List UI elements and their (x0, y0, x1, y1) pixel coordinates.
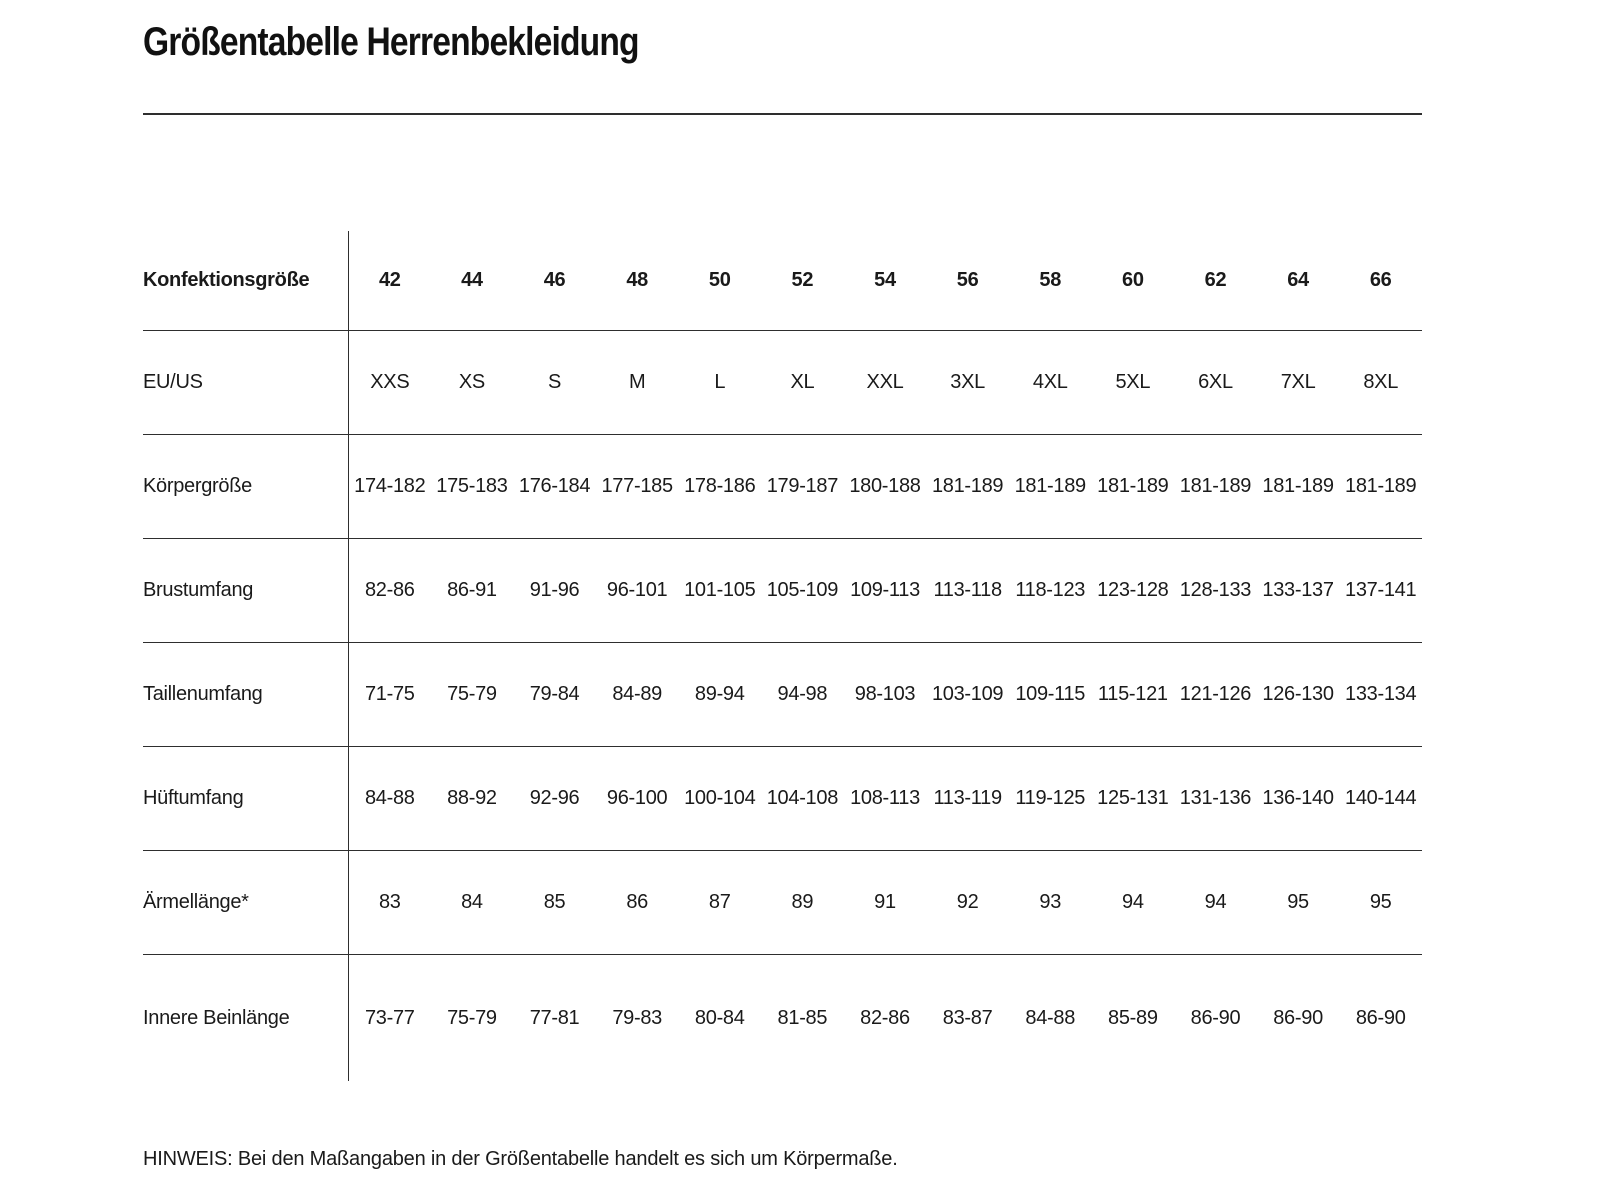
table-cell: 128-133 (1179, 579, 1252, 601)
table-cell: 80-84 (694, 1006, 745, 1029)
table-row (143, 643, 1422, 747)
table-cell: 140-144 (1345, 787, 1417, 809)
table-cell: 109-113 (850, 579, 920, 601)
table-cell: 125-131 (1097, 787, 1169, 809)
row-label: EU/US (143, 371, 203, 393)
size-chart-page (143, 0, 1422, 1171)
table-cell: 85 (543, 891, 566, 913)
table-cell: 94-98 (777, 683, 828, 705)
table-cell: M (628, 371, 646, 393)
table-cell: 105-109 (766, 579, 839, 601)
table-cell: 84 (461, 891, 483, 913)
table-cell: 178-186 (684, 475, 756, 497)
table-cell: 109-115 (1015, 683, 1086, 705)
row-label: Ärmellänge* (143, 891, 249, 913)
table-cell: 133-134 (1345, 683, 1417, 705)
table-cell: 181-189 (1345, 475, 1417, 497)
table-cell: 108-113 (850, 787, 920, 809)
table-row (143, 539, 1422, 643)
table-cell: 62 (1204, 269, 1227, 291)
table-cell: 104-108 (766, 787, 839, 809)
table-cell: 6XL (1198, 371, 1233, 393)
table-cell: 94 (1122, 891, 1144, 913)
table-cell: 84-88 (1025, 1006, 1076, 1029)
row-label: Hüftumfang (143, 787, 244, 809)
table-cell: 86-91 (447, 579, 497, 601)
table-cell: 91 (874, 891, 896, 913)
table-cell: 96-100 (606, 787, 668, 809)
table-cell: 4XL (1032, 371, 1068, 393)
table-cell: 123-128 (1097, 579, 1169, 601)
table-cell: 86-90 (1190, 1006, 1241, 1029)
table-cell: 79-83 (612, 1006, 662, 1029)
table-cell: 181-189 (1262, 475, 1334, 497)
table-cell: 75-79 (447, 683, 497, 705)
table-cell: 71-75 (348, 643, 431, 746)
table-cell: 119-125 (1015, 787, 1086, 809)
table-cell: 113-119 (933, 787, 1002, 809)
table-cell: 52 (791, 269, 814, 291)
table-cell: 50 (708, 269, 731, 291)
table-row (143, 231, 1422, 331)
row-label: Brustumfang (143, 579, 254, 601)
table-cell: 86-90 (1273, 1006, 1323, 1029)
table-cell: 8XL (1363, 371, 1399, 393)
table-cell: 88-92 (447, 787, 497, 809)
table-cell: 66 (1369, 269, 1392, 291)
table-cell: 84-88 (348, 747, 431, 850)
table-cell: 103-109 (931, 683, 1004, 705)
table-cell: 81-85 (777, 1006, 828, 1029)
table-cell: 180-188 (849, 475, 921, 497)
row-label: Körpergröße (143, 475, 252, 497)
table-cell: 77-81 (529, 1006, 580, 1029)
table-cell: 42 (348, 231, 431, 330)
table-cell: 83 (348, 851, 431, 954)
table-row (143, 435, 1422, 539)
table-cell: L (714, 371, 726, 393)
table-cell: 3XL (950, 371, 985, 393)
table-cell: 91-96 (529, 579, 580, 601)
row-label: Innere Beinlänge (143, 1006, 290, 1029)
table-cell: 75-79 (447, 1006, 497, 1029)
table-cell: 136-140 (1262, 787, 1334, 809)
table-cell: 79-84 (529, 683, 580, 705)
table-cell: XL (790, 371, 815, 393)
table-cell: 98-103 (854, 683, 916, 705)
table-row (143, 747, 1422, 851)
table-cell: 48 (626, 269, 648, 291)
table-cell: 92-96 (529, 787, 580, 809)
table-cell: XXS (348, 331, 431, 434)
table-cell: 94 (1204, 891, 1227, 913)
table-cell: 82-86 (348, 539, 431, 642)
table-cell: 96-101 (606, 579, 668, 601)
size-table (143, 231, 1422, 1081)
table-cell: 87 (708, 891, 731, 913)
table-cell: 93 (1039, 891, 1062, 913)
table-row (143, 955, 1422, 1081)
table-cell: 95 (1287, 891, 1309, 913)
table-cell: 181-189 (1097, 475, 1169, 497)
table-cell: 56 (956, 269, 979, 291)
table-cell: 118-123 (1015, 579, 1086, 601)
table-cell: 101-105 (684, 579, 756, 601)
table-cell: 121-126 (1179, 683, 1252, 705)
row-label: Konfektionsgröße (143, 269, 310, 291)
table-cell: 54 (874, 269, 896, 291)
table-cell: XS (458, 371, 485, 393)
table-cell: 177-185 (601, 475, 673, 497)
table-cell: 89 (791, 891, 814, 913)
table-cell: 82-86 (860, 1006, 910, 1029)
table-row (143, 331, 1422, 435)
footnote: HINWEIS: Bei den Maßangaben in der Größentabelle handelt es sich um Körpermaße. (143, 1148, 898, 1170)
table-cell: 100-104 (684, 787, 756, 809)
table-cell: 176-184 (518, 475, 591, 497)
table-cell: 181-189 (1014, 475, 1086, 497)
table-cell: 181-189 (931, 475, 1004, 497)
table-cell: 113-118 (933, 579, 1002, 601)
table-cell: 131-136 (1179, 787, 1252, 809)
table-cell: 86 (626, 891, 648, 913)
table-cell: 5XL (1115, 371, 1151, 393)
table-cell: 46 (543, 269, 566, 291)
table-cell: 115-121 (1097, 683, 1168, 705)
table-cell: 73-77 (348, 955, 431, 1081)
table-cell: 181-189 (1179, 475, 1252, 497)
table-row (143, 851, 1422, 955)
table-cell: 175-183 (436, 475, 508, 497)
title-divider (143, 113, 1422, 115)
table-cell: 133-137 (1262, 579, 1334, 601)
table-cell: XXL (866, 371, 904, 393)
table-cell: 89-94 (694, 683, 745, 705)
table-cell: 137-141 (1345, 579, 1417, 601)
table-cell: 179-187 (766, 475, 839, 497)
table-cell: 174-182 (348, 435, 431, 538)
table-cell: 60 (1122, 269, 1144, 291)
table-cell: 44 (461, 269, 483, 291)
table-cell: 64 (1287, 269, 1309, 291)
table-cell: 86-90 (1355, 1006, 1406, 1029)
table-cell: 7XL (1280, 371, 1316, 393)
row-label: Taillenumfang (143, 683, 263, 705)
page-title: Größentabelle Herrenbekleidung (143, 20, 639, 64)
table-cell: S (548, 371, 562, 393)
table-cell: 92 (956, 891, 979, 913)
table-cell: 95 (1369, 891, 1392, 913)
table-cell: 58 (1039, 269, 1062, 291)
table-cell: 84-89 (612, 683, 662, 705)
table-cell: 126-130 (1262, 683, 1334, 705)
table-cell: 83-87 (942, 1006, 993, 1029)
table-cell: 85-89 (1108, 1006, 1158, 1029)
